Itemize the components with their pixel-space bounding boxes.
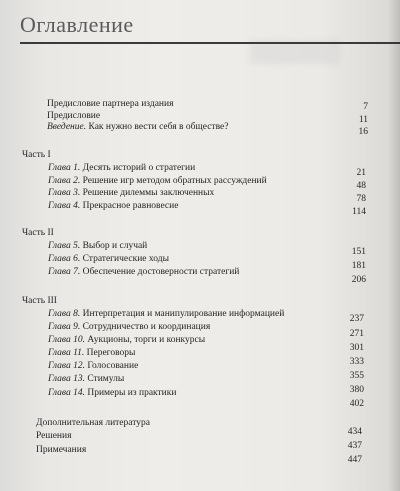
toc-entry-back: Примечания [36,445,87,455]
page-number: 355 [349,371,364,381]
page-number: 78 [356,194,366,204]
part-heading: Часть I [22,150,51,160]
chapter-entry: Глава 9. Сотрудничество и координация [48,322,211,332]
page-number: 21 [356,168,366,178]
chapter-entry: Глава 6. Стратегические ходы [48,254,169,264]
toc-entry-front: Предисловие [47,111,101,121]
chapter-entry: Глава 12. Голосование [48,361,139,371]
part-heading: Часть III [22,296,57,306]
chapter-entry: Глава 10. Аукционы, торги и конкурсы [48,335,206,345]
page-number: 181 [351,261,366,271]
toc-entry-intro: Введение. Как нужно вести себя в обществе? [47,122,229,132]
part-heading: Часть II [22,228,54,238]
page-number: 301 [349,343,364,353]
page-number: 333 [349,357,364,367]
chapter-entry: Глава 5. Выбор и случай [48,241,148,251]
page-number: 447 [347,455,362,465]
page-number: 402 [349,399,364,409]
chapter-entry: Глава 8. Интерпретация и манипулирование информацией [48,309,285,319]
page-number: 11 [358,115,368,125]
page-number: 114 [352,207,366,217]
chapter-entry: Глава 13. Стимулы [48,374,125,384]
title-underline [20,42,400,44]
page-number: 206 [351,275,366,285]
page-edge-shadow [388,0,400,491]
page-number: 434 [347,427,362,437]
chapter-entry: Глава 14. Примеры из практики [48,388,177,398]
page-number: 271 [349,329,364,339]
chapter-entry: Глава 7. Обеспечение достоверности стратегий [48,267,240,277]
page-number: 48 [356,181,366,191]
chapter-entry: Глава 2. Решение игр методом обратных рассуждений [48,176,267,186]
toc-entry-front: Предисловие партнера издания [47,99,174,109]
page-number: 380 [349,385,364,395]
chapter-entry: Глава 11. Переговоры [48,348,136,358]
chapter-entry: Глава 3. Решение дилеммы заключенных [48,188,215,198]
page-title: Оглавление [20,12,134,37]
page-number: 16 [358,127,368,137]
page-number: 237 [349,314,364,324]
page-number: 151 [351,247,366,257]
toc-entry-back: Дополнительная литература [36,418,150,428]
chapter-entry: Глава 4. Прекрасное равновесие [48,201,179,211]
page-number: 7 [363,102,368,112]
page-number: 437 [347,441,362,451]
toc-entry-back: Решения [36,431,72,441]
chapter-entry: Глава 1. Десять историй о стратегии [48,163,196,173]
